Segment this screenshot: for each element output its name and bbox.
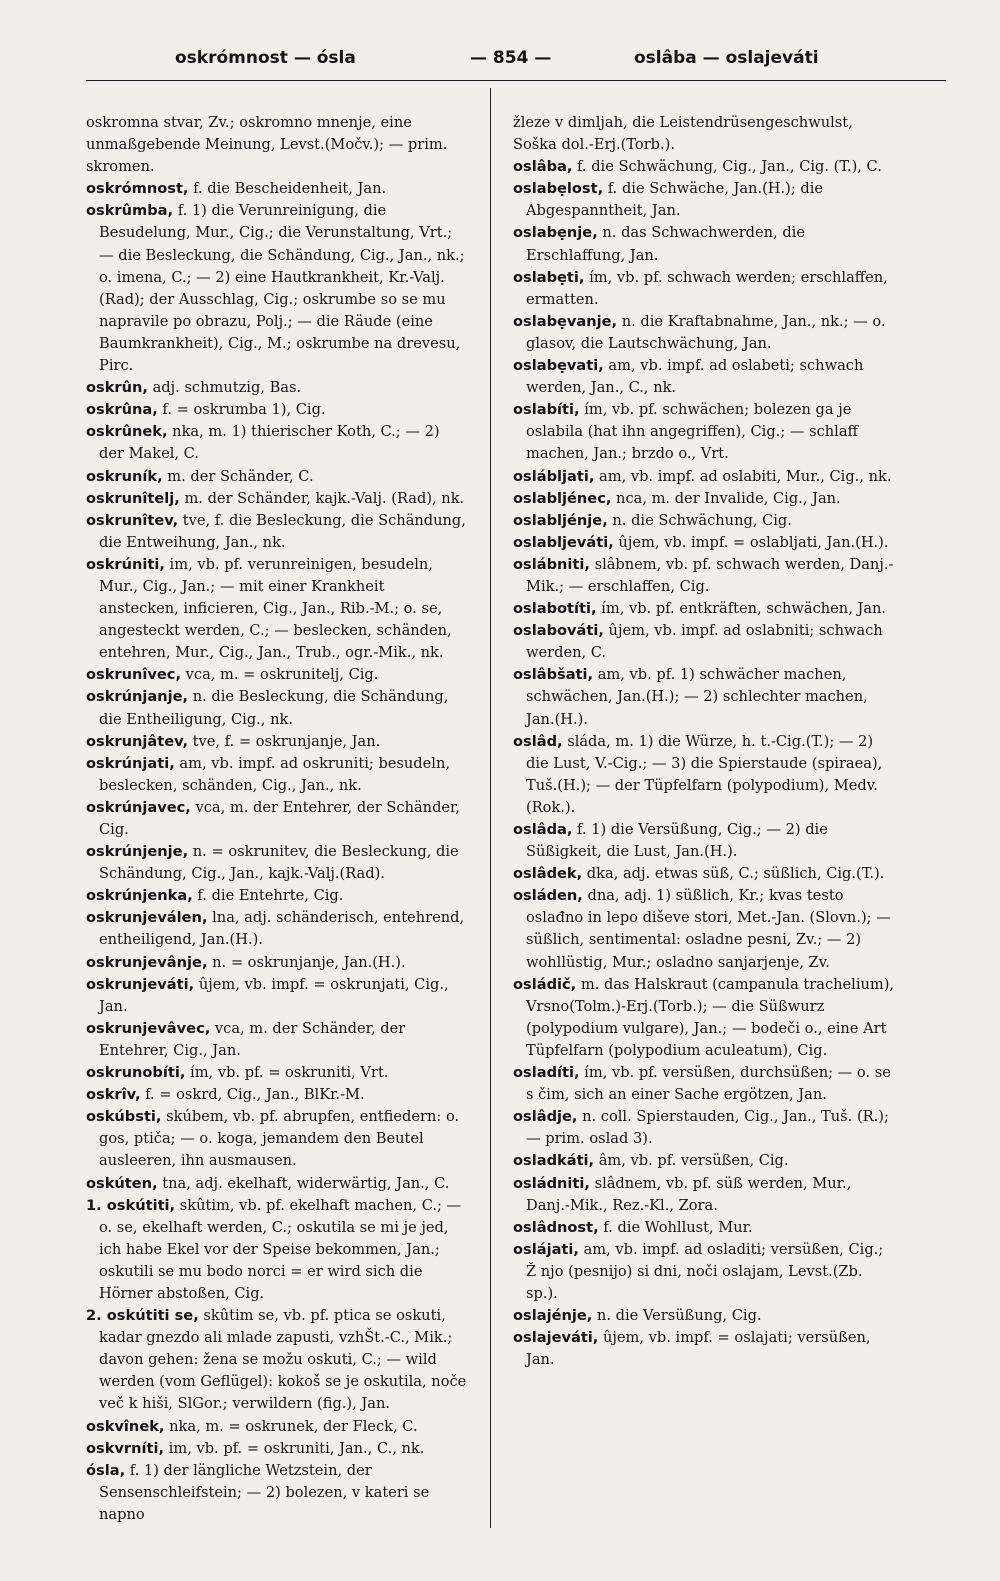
dictionary-entry: [86, 1305, 468, 1415]
entry-headword: oskrunjevânje,: [86, 953, 208, 971]
dictionary-entry: [86, 885, 468, 907]
entry-headword: oslajénje,: [513, 1307, 593, 1325]
dictionary-entry: [86, 1018, 468, 1062]
entry-headword: oslabljeváti,: [513, 533, 614, 551]
dictionary-entry: [86, 421, 468, 465]
entry-headword: oslabíti,: [513, 401, 580, 419]
dictionary-entry: [86, 1416, 468, 1438]
dictionary-entry: [86, 1173, 468, 1195]
entry-headword: oslabẹnje,: [513, 224, 598, 242]
entry-definition: n. die Kraftabnahme, Jan., nk.; — o. glasov, die Lautschwächung, Jan.: [526, 312, 886, 352]
dictionary-entry: [513, 532, 895, 554]
entry-definition: slâdnem, vb. pf. süß werden, Mur., Danj.-Mik., Rez.-Kl., Zora.: [526, 1174, 852, 1214]
entry-headword: oskrûnek,: [86, 423, 168, 441]
entry-definition: ím, vb. pf. entkräften, schwächen, Jan.: [596, 600, 887, 618]
entry-definition: nka, m. 1) thierischer Koth, C.; — 2) der Makel, C.: [99, 423, 440, 463]
entry-headword: osladíti,: [513, 1064, 580, 1082]
dictionary-entry: [86, 200, 468, 377]
dictionary-entry: [86, 952, 468, 974]
entry-definition: nka, m. = oskrunek, der Fleck, C.: [164, 1417, 418, 1435]
page-number: — 854 —: [470, 48, 552, 68]
entry-headword: oskúten,: [86, 1174, 158, 1192]
dictionary-entry: [513, 974, 895, 1062]
entry-definition: lna, adj. schänderisch, entehrend, entheiligend, Jan.(H.).: [99, 909, 465, 949]
entry-headword: oslábljati,: [513, 467, 595, 485]
dictionary-entry: [86, 510, 468, 554]
entry-headword: oskrûna,: [86, 401, 158, 419]
entry-headword: oskrunobíti,: [86, 1064, 186, 1082]
dictionary-entry: [86, 664, 468, 686]
entry-definition: tna, adj. ekelhaft, widerwärtig, Jan., C.: [157, 1174, 450, 1192]
entry-headword: oslâba,: [513, 158, 573, 176]
dictionary-entry: [513, 488, 895, 510]
entry-headword: oslâdek,: [513, 865, 583, 883]
entry-headword: oslabẹvanje,: [513, 312, 618, 330]
entry-definition: oskromna stvar, Zv.; oskromno mnenje, eine unmaßgebende Meinung, Levst.(Močv.); — prim. skromen.: [86, 114, 448, 176]
dictionary-entry: [86, 1106, 468, 1172]
entry-definition: ûjem, vb. impf. = oslabljati, Jan.(H.).: [613, 533, 889, 551]
entry-definition: am, vb. impf. ad osladiti; versüßen, Cig.; Ž njo (pesnijo) si dni, noči oslajam, Levst.(Zb. sp.).: [526, 1240, 884, 1302]
entry-headword: oskrúniti,: [86, 555, 165, 573]
entry-definition: ûjem, vb. impf. = oslajati; versüßen, Jan.: [526, 1329, 871, 1369]
entry-headword: oslajeváti,: [513, 1329, 599, 1347]
header-left-guideword: oskrómnost — ósla: [175, 48, 356, 68]
entry-definition: tve, f. = oskrunjanje, Jan.: [188, 732, 381, 750]
dictionary-entry: [513, 222, 895, 266]
dictionary-entry: [86, 112, 468, 178]
entry-headword: oslabljénec,: [513, 489, 612, 507]
dictionary-entry: [513, 819, 895, 863]
dictionary-entry: [86, 841, 468, 885]
entry-definition: f. = oskrd, Cig., Jan., BlKr.-M.: [140, 1086, 365, 1104]
page-header: [0, 48, 1000, 88]
dictionary-entry: [86, 178, 468, 200]
dictionary-entry: [513, 1062, 895, 1106]
header-right-guideword: oslâba — oslajeváti: [634, 48, 819, 68]
entry-definition: f. die Entehrte, Cig.: [192, 887, 344, 905]
entry-definition: ím, vb. pf. versüßen, durchsüßen; — o. se s čim, sich an einer Sache ergötzen, Jan.: [526, 1064, 891, 1104]
entry-headword: oskvrníti,: [86, 1439, 165, 1457]
entry-headword: osladkáti,: [513, 1152, 595, 1170]
entry-headword: oskrunjevâvec,: [86, 1019, 211, 1037]
dictionary-entry: [513, 598, 895, 620]
entry-headword: oskrûmba,: [86, 202, 174, 220]
entry-headword: oskúbsti,: [86, 1108, 162, 1126]
entry-definition: f. = oskrumba 1), Cig.: [157, 401, 326, 419]
entry-headword: oskruník,: [86, 467, 163, 485]
entry-definition: n. das Schwachwerden, die Erschlaffung, Jan.: [526, 224, 805, 264]
entry-headword: oskrómnost,: [86, 180, 189, 198]
entry-definition: f. 1) der längliche Wetzstein, der Sensenschleifstein; — 2) bolezen, v kateri se napno: [99, 1461, 430, 1523]
entry-headword: oskrîv,: [86, 1086, 141, 1104]
entry-definition: ûjem, vb. impf. ad oslabniti; schwach werden, C.: [526, 622, 883, 662]
dictionary-entry: [86, 974, 468, 1018]
entry-definition: m. der Schänder, C.: [162, 467, 314, 485]
entry-definition: skûtim se, vb. pf. ptica se oskuti, kadar gnezdo ali mlade zapusti, vzhŠt.-C., Mik.; davon gehen: žena se možu oskuti, C.; — wild werden (vom Geflügel): kokoš se je oskutila, noče več k hiši, SlGor.; verwildern (fig.), Jan.: [99, 1307, 467, 1413]
entry-definition: f. die Schwächung, Cig., Jan., Cig. (T.), C.: [572, 158, 882, 176]
entry-definition: n. die Schwächung, Cig.: [607, 511, 792, 529]
entry-definition: skûtim, vb. pf. ekelhaft machen, C.; — o. se, ekelhaft werden, C.; oskutila se mi je jed, ich habe Ekel vor der Speise bekommen, Jan.; oskutili se mu bodo norci = er wird sich die Hörner abstoßen, Cig.: [99, 1196, 462, 1302]
entry-definition: f. die Bescheidenheit, Jan.: [188, 180, 387, 198]
entry-definition: ím, vb. pf. schwächen; bolezen ga je oslabila (hat ihn angegriffen), Cig.; — schlaff machen, Jan.; brzdo o., Vrt.: [526, 401, 858, 463]
entry-headword: 1. oskútiti,: [86, 1196, 176, 1214]
entry-definition: ím, vb. pf. = oskruniti, Vrt.: [185, 1064, 389, 1082]
entry-headword: oskrúnjavec,: [86, 798, 191, 816]
entry-definition: f. die Schwäche, Jan.(H.); die Abgespanntheit, Jan.: [526, 180, 824, 220]
dictionary-entry: [513, 1239, 895, 1305]
dictionary-entry: [513, 1173, 895, 1217]
dictionary-entry: [513, 1305, 895, 1327]
dictionary-entry: [513, 510, 895, 532]
dictionary-entry: [86, 797, 468, 841]
entry-definition: ím, vb. pf. schwach werden; erschlaffen, ermatten.: [526, 268, 888, 308]
dictionary-entry: [513, 355, 895, 399]
entry-headword: osláden,: [513, 887, 583, 905]
dictionary-entry: [513, 1327, 895, 1371]
entry-definition: m. der Schänder, kajk.-Valj. (Rad), nk.: [179, 489, 465, 507]
entry-definition: am, vb. impf. ad oslabeti; schwach werden, Jan., C., nk.: [526, 357, 864, 397]
entry-headword: oslâda,: [513, 821, 573, 838]
dictionary-entry: [513, 466, 895, 488]
dictionary-entry: [86, 753, 468, 797]
entry-definition: am, vb. pf. 1) schwächer machen, schwächen, Jan.(H.); — 2) schlechter machen, Jan.(H.).: [526, 666, 868, 728]
dictionary-entry: [86, 1084, 468, 1106]
dictionary-entry: [513, 1217, 895, 1239]
dictionary-entry: [86, 1438, 468, 1460]
entry-headword: oslábniti,: [513, 555, 590, 573]
entry-definition: skúbem, vb. pf. abrupfen, entfiedern: o. gos, ptiča; — o. koga, jemandem den Beutel ausleeren, ihn ausmausen.: [99, 1108, 460, 1170]
dictionary-entry: [513, 399, 895, 465]
entry-definition: slâbnem, vb. pf. schwach werden, Danj.-Mik.; — erschlaffen, Cig.: [526, 555, 894, 595]
entry-definition: am, vb. impf. ad oskruniti; besudeln, beslecken, schänden, Cig., Jan., nk.: [99, 754, 450, 794]
entry-headword: oskrunjeválen,: [86, 909, 208, 927]
dictionary-entry: [86, 377, 468, 399]
entry-headword: oslâdje,: [513, 1108, 578, 1126]
entry-definition: vca, m. der Entehrer, der Schänder, Cig.: [99, 798, 461, 838]
entry-definition: f. 1) die Versüßung, Cig.; — 2) die Süßigkeit, die Lust, Jan.(H.).: [526, 821, 828, 861]
entry-definition: n. = oskrunitev, die Besleckung, die Schändung, Cig., Jan., kajk.-Valj.(Rad).: [99, 843, 459, 883]
entry-definition: n. coll. Spierstauden, Cig., Jan., Tuš. (R.); — prim. oslad 3).: [526, 1108, 889, 1148]
entry-headword: oslâdnost,: [513, 1218, 599, 1236]
left-column: [86, 112, 468, 1526]
right-column: [513, 112, 895, 1371]
dictionary-entry: [86, 731, 468, 753]
dictionary-entry: [513, 664, 895, 730]
dictionary-entry: [513, 112, 895, 156]
entry-headword: oslabljénje,: [513, 511, 608, 529]
entry-headword: oslabẹlost,: [513, 180, 604, 198]
entry-definition: sláda, m. 1) die Würze, h. t.-Cig.(T.); — 2) die Lust, V.-Cig.; — 3) die Spierstaude (spiraea), Tuš.(H.); — der Tüpfelfarn (polypodium), Medv.(Rok.).: [526, 732, 883, 816]
dictionary-entry: [86, 488, 468, 510]
dictionary-entry: [86, 554, 468, 664]
entry-definition: n. die Besleckung, die Schändung, die Entheiligung, Cig., nk.: [99, 688, 449, 728]
entry-headword: osládniti,: [513, 1174, 590, 1192]
entry-definition: im, vb. pf. verunreinigen, besudeln, Mur., Cig., Jan.; — mit einer Krankheit anstecken, inficieren, Cig., Jan., Rib.-M.; o. se, angesteckt werden, C.; — beslecken, schänden, entehren, Mur., Cig., Jan., Trub., ogr.-Mik., nk.: [99, 555, 452, 662]
dictionary-entry: [86, 466, 468, 488]
dictionary-entry: [513, 267, 895, 311]
entry-definition: vca, m. der Schänder, der Entehrer, Cig., Jan.: [99, 1019, 406, 1059]
entry-headword: oskrúnjenka,: [86, 887, 193, 905]
dictionary-entry: [513, 156, 895, 178]
entry-headword: oskrunîtelj,: [86, 489, 180, 507]
entry-headword: oskrunîtev,: [86, 511, 179, 529]
entry-headword: oslájati,: [513, 1240, 579, 1258]
entry-headword: oslâbšati,: [513, 666, 594, 684]
entry-headword: 2. oskútiti se,: [86, 1307, 199, 1325]
entry-definition: žleze v dimljah, die Leistendrüsengeschwulst, Soška dol.-Erj.(Torb.).: [513, 114, 853, 154]
entry-definition: m. das Halskraut (campanula trachelium), Vrsno(Tolm.)-Erj.(Torb.); — die Süßwurz (polypodium vulgare), Jan.; — bodeči o., eine Art Tüpfelfarn (polypodium aculeatum), Cig.: [526, 975, 895, 1059]
dictionary-entry: [513, 620, 895, 664]
entry-headword: oskrûn,: [86, 379, 148, 397]
entry-headword: oskrunjeváti,: [86, 975, 195, 993]
dictionary-entry: [513, 178, 895, 222]
entry-definition: f. 1) die Verunreinigung, die Besudelung, Mur., Cig.; die Verunstaltung, Vrt.; — die Besleckung, die Schändung, Cig., Jan., nk.; o. imena, C.; — 2) eine Hautkrankheit, Kr.-Valj.(Rad); der Ausschlag, Cig.; oskrumbe so se mu napravile po obrazu, Polj.; — die Räude (eine Baumkrankheit), Cig., M.; oskrumbe na drevesu, Pirc.: [99, 202, 465, 375]
dictionary-entry: [513, 731, 895, 819]
entry-definition: dka, adj. etwas süß, C.; süßlich, Cig.(T.).: [582, 865, 885, 883]
entry-definition: tve, f. die Besleckung, die Schändung, die Entweihung, Jan., nk.: [99, 511, 466, 551]
dictionary-entry: [86, 1195, 468, 1305]
dictionary-entry: [86, 399, 468, 421]
entry-headword: osládič,: [513, 975, 577, 993]
dictionary-entry: [86, 907, 468, 951]
entry-headword: ósla,: [86, 1461, 126, 1479]
entry-headword: oskrúnjenje,: [86, 843, 189, 861]
entry-headword: oskrunjâtev,: [86, 732, 188, 750]
entry-definition: ûjem, vb. impf. = oskrunjati, Cig., Jan.: [99, 975, 449, 1015]
entry-definition: f. die Wohllust, Mur.: [598, 1218, 753, 1236]
dictionary-entry: [86, 1460, 468, 1526]
entry-definition: nca, m. der Invalide, Cig., Jan.: [611, 489, 841, 507]
entry-definition: im, vb. pf. = oskruniti, Jan., C., nk.: [164, 1439, 425, 1457]
entry-headword: oskrúnjanje,: [86, 688, 189, 706]
header-rule: [86, 80, 946, 81]
entry-headword: oskrúnjati,: [86, 754, 175, 772]
entry-definition: adj. schmutzig, Bas.: [147, 379, 302, 397]
dictionary-entry: [513, 885, 895, 973]
entry-headword: oslabováti,: [513, 622, 604, 640]
entry-definition: dna, adj. 1) süßlich, Kr.; kvas testo oslađno in lepo diševe stori, Met.-Jan. (Slovn.); — süßlich, sentimental: osladne pesni, Zv.; — 2) wohllüstig, Mur.; osladno sanjarjenje, Zv.: [526, 887, 891, 971]
entry-definition: am, vb. impf. ad oslabiti, Mur., Cig., nk.: [594, 467, 892, 485]
dictionary-entry: [513, 1106, 895, 1150]
dictionary-entry: [513, 554, 895, 598]
dictionary-entry: [86, 686, 468, 730]
entry-headword: oslabẹvati,: [513, 357, 604, 375]
entry-definition: n. die Versüßung, Cig.: [592, 1307, 762, 1325]
entry-definition: n. = oskrunjanje, Jan.(H.).: [207, 953, 406, 971]
entry-headword: oslabẹti,: [513, 268, 585, 286]
entry-definition: âm, vb. pf. versüßen, Cig.: [594, 1152, 789, 1170]
entry-headword: oslabotíti,: [513, 600, 597, 618]
entry-headword: oskrunîvec,: [86, 666, 182, 684]
dictionary-entry: [513, 1150, 895, 1172]
entry-headword: oskvînek,: [86, 1417, 165, 1435]
entry-headword: oslâd,: [513, 732, 563, 750]
dictionary-entry: [513, 311, 895, 355]
entry-definition: vca, m. = oskrunitelj, Cig.: [181, 666, 379, 684]
column-divider: [490, 88, 491, 1528]
dictionary-entry: [86, 1062, 468, 1084]
dictionary-entry: [513, 863, 895, 885]
